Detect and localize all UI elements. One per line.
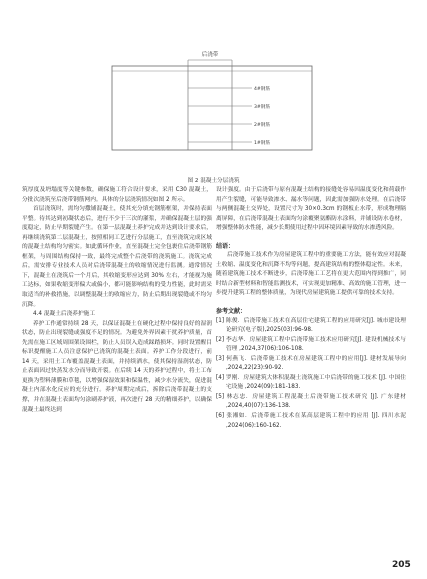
- reference-item: [6] 张湘如．后浇带施工技术在某高层建筑工程中的应用 [J]. 四川水泥 ,2024(06):160-162.: [216, 413, 406, 429]
- paragraph: 后浇带施工技术作为房屋建筑工程中的重要施工方法，能有效应对混凝土收缩、温度变化和沉降不均等问题，提高建筑结构的整体稳定性。未来，随着建筑施工技术不断进步，后浇带施工工艺将在更大范围内得到推广，同时结合新型材料和智能监测技术，可实现更加精准、高效的施工管理，进一步提升建筑工程的整体质量，为现代房屋建筑施工提供可靠的技术支持。: [216, 252, 406, 297]
- figure-layered-pouring: [0, 0, 427, 182]
- post-pour-strip-label: 后浇带: [201, 52, 219, 58]
- layer-label-4: 4#钢筋: [254, 87, 270, 92]
- right-column: [216, 186, 406, 431]
- conclusion-heading: 结语：: [216, 242, 235, 250]
- reference-item: [2] 李志华．房屋建筑工程中后浇带施工技术应用研究[J]. 建设机械技术与管理 ,2024,37(06):106-108.: [216, 336, 406, 353]
- slab-outline: [112, 66, 312, 150]
- layer-label-1: 1#钢筋: [254, 141, 270, 146]
- paragraph: 养护工作通常持续 28 天，以保证混凝土在硬化过程中保持良好的湿润状态，防止出现裂缝或强度不足的情况。为避免外界因素干扰养护质量，首先需在施工区域周围架设围栏，防止人员误入造成踩踏损坏。同时设置醒目标识提醒施工人员注意保护已浇筑的混凝土表面。养护工作分段进行，前 14 天，采用土工布覆盖混凝土表面，并持续洒水，使其保持湿润状态，防止表面因过快蒸发水分而导致开裂。在后续 14 天的养护过程中，将土工布更换为塑料薄膜和草毯，以增强保湿效果和保温性，减少水分流失，促进混凝土内部水化反应的充分进行。养护周期完成后，拆除后浇带混凝土的支撑，并在混凝土表面均匀涂刷养护液，再次进行 28 天的精细养护，以确保混凝土最终达到: [22, 320, 212, 413]
- references-heading: 参考文献：: [216, 308, 247, 316]
- left-column: [22, 186, 212, 415]
- figure-caption: 图 2 混凝土分层浇筑: [187, 178, 240, 184]
- layer-label-3: 3#钢筋: [254, 105, 270, 110]
- layered-pouring-diagram: [0, 0, 427, 182]
- reference-item: [3] 何燕飞．后浇带施工技术在房屋建筑工程中的应用[J]. 建材发展导向 ,2024,22(23):90-92.: [216, 355, 406, 372]
- reference-item: [1] 陈俊．后浇带施工技术在高层住宅建筑工程的应用研究[J]. 城市建设理论研究(电子版),2025(03):96-98.: [216, 317, 406, 334]
- paragraph: 筑厚度及坍塌度等关键参数，确保施工符合设计要求，采用 C30 混凝土，分批次浇筑至后浇带钢筋网内。具体的分层浇筑情况如图 2 所示。: [22, 187, 212, 203]
- layer-label-2: 2#钢筋: [254, 123, 270, 128]
- section-heading: 4.4 混凝土后浇养护施工: [33, 311, 96, 318]
- page-number: 205: [392, 560, 411, 570]
- reference-item: [5] 林志忠．房屋建筑工程混凝土后浇带施工技术研究 [J]. 广东建材 ,2024,40(07):136-138.: [216, 393, 406, 410]
- paragraph: 首层浇筑时，需均匀撒铺混凝土，使其充分填充钢筋框架，并保持表面平整。待其达到初凝状态后，进行不少于三次的灌浆，并确保混凝土层的强度稳定，防止早期裂缝产生。在第一层混凝土养护完成并达到设计要求后，再继续浇筑第二层混凝土，按照相同工艺进行分层施工，直至浇筑完成区域的混凝土结构均匀密实。如此循环作业，直至混凝土完全包裹住后浇带钢筋框架，与周围结构保持一致，最终完成整个后浇带的浇筑施工。浇筑完成后，需安排专业技术人员对后浇带混凝土的收缩情况进行监测。通常情况下，混凝土在浇筑后一个月后，其收缩变形应达到 30% 左右，才能视为施工达标，如果收缩变形偏大或偏小，都可能影响结构的受力性能，此时需采取适当的补救措施，以调整混凝土的收缩应力，防止后期出现裂缝或不均匀沉降。: [22, 206, 212, 308]
- paragraph: 设计强度。由于后浇带与原有混凝土结构的接缝处容易因温度变化和荷载作用产生裂缝，可能导致渗水、漏水等问题，因此需加强防水处理。在后浇带与两侧混凝土交界处，设置尺寸为 30×0.3cm 的钢板止水带，形成物理隔离屏障，在后浇带混凝土表面均匀涂覆聚氨酯防水涂料，并铺设防水卷材，增强整体防水性能，减少长期使用过程中因环境因素导致的水渗透风险。: [216, 187, 406, 232]
- reference-item: [4] 罗刚．房屋建筑大体积混凝土浇筑施工中后浇带的施工技术 [J]. 中国住宅设施 ,2024(09):181-183.: [216, 374, 406, 391]
